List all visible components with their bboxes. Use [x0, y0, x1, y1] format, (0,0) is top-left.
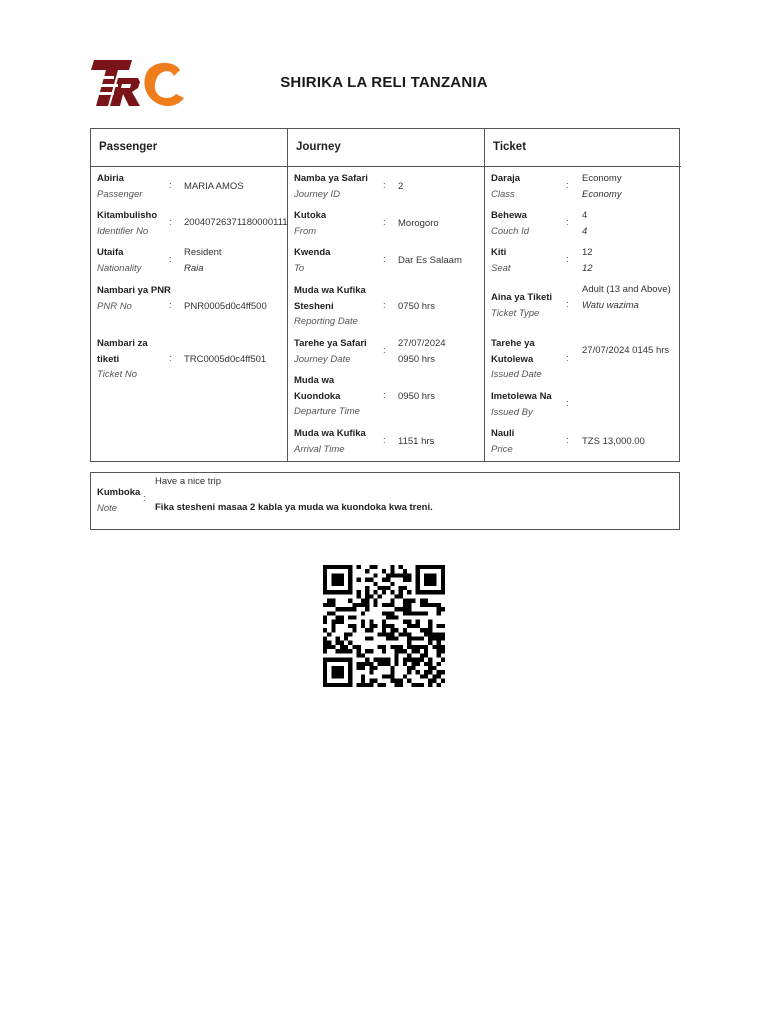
journey-column: Journey Namba ya Safari Journey ID : 2 Kutoka From : Morogoro Kwenda To : Dar Es Salaam Muda wa Kufika Stesheni Reporting Date : 0750 hrs Tarehe ya Safari Journey Date : 27/07/2024 0950 hrs Muda wa Kuondoka Departure Time : 0950 hrs Muda wa Kufika Arrival Time : 1151 hrs	[288, 129, 485, 461]
label-sw: Muda wa Kufika Stesheni	[294, 285, 366, 312]
nationality-value: Resident Raia	[184, 247, 222, 274]
label-en: PNR No	[97, 300, 132, 312]
class-value: Economy Economy	[582, 173, 622, 200]
label-en: Reporting Date	[294, 316, 358, 327]
couch-value: 4 4	[582, 210, 588, 237]
label-en: Passenger	[97, 188, 143, 200]
label-sw: Tarehe ya Safari	[294, 338, 367, 349]
departure-value: 0950 hrs	[398, 391, 435, 402]
ticket-column: Ticket Daraja Class : Economy Economy Behewa Couch Id : 4 4 Kiti Seat : 12 12 Aina ya Tiketi Ticket Type : Adult (13 and Above) Watu wazima Tarehe ya Kutolewa Issued Date : 27/07/2024 0145 hrs Imetolewa Na Issued By : Nauli Price : TZS 13,000.00	[485, 129, 681, 461]
label-sw: Nambari ya PNR	[97, 285, 171, 296]
label-en: Seat	[491, 262, 511, 274]
identifier-value: 20040726371180000111	[184, 217, 288, 228]
label-sw: Muda wa Kufika	[294, 428, 366, 439]
to-value: Dar Es Salaam	[398, 255, 462, 266]
label-sw: Abiria	[97, 173, 124, 184]
qr-code-icon	[323, 563, 445, 689]
label-sw: Behewa	[491, 210, 527, 221]
issued-date-value: 27/07/2024 0145 hrs	[582, 345, 670, 356]
label-sw: Imetolewa Na	[491, 391, 552, 402]
label-en: Class	[491, 188, 515, 200]
passenger-column: Passenger Abiria Passenger : MARIA AMOS Kitambulisho Identifier No : 20040726371180000111 Utaifa Nationality : Resident Raia Nambari ya PNR PNR No : PNR0005d0c4ff500 Nambari za tiketi Ticket No : TRC0005d0c4ff501	[91, 129, 288, 461]
label-sw: Kutoka	[294, 210, 327, 221]
from-value: Morogoro	[398, 218, 439, 229]
arrival-value: 1151 hrs	[398, 436, 435, 447]
label-sw: Tarehe ya Kutolewa	[491, 338, 535, 365]
ticket-details-table	[90, 128, 680, 462]
label-en: Departure Time	[294, 406, 360, 417]
label-sw: Kitambulisho	[97, 210, 158, 221]
label-en: Journey ID	[294, 188, 340, 200]
note-box: Kumboka Note : Have a nice trip Fika stesheni masaa 2 kabla ya muda wa kuondoka kwa treni.	[90, 472, 680, 530]
passenger-name-value: MARIA AMOS	[184, 181, 244, 192]
label-sw: Nauli	[491, 428, 515, 439]
label-en: Issued By	[491, 406, 533, 418]
label-en: Ticket Type	[491, 307, 540, 319]
label-en: Journey Date	[294, 353, 351, 365]
note-label: Kumboka Note	[97, 487, 141, 514]
note-greeting: Have a nice trip	[155, 476, 222, 487]
label-en: Price	[491, 443, 513, 455]
label-sw: Kiti	[491, 247, 507, 258]
label-en: Issued Date	[491, 369, 542, 380]
ticket-number-value: TRC0005d0c4ff501	[184, 354, 267, 365]
label-sw: Namba ya Safari	[294, 173, 368, 184]
label-en: Ticket No	[97, 369, 138, 380]
price-value: TZS 13,000.00	[582, 436, 645, 447]
seat-value: 12 12	[582, 247, 593, 274]
label-en: Arrival Time	[294, 443, 345, 455]
label-sw: Daraja	[491, 173, 521, 184]
note-instruction: Fika stesheni masaa 2 kabla ya muda wa kuondoka kwa treni.	[155, 502, 433, 513]
label-sw: Aina ya Tiketi	[491, 292, 553, 303]
label-sw: Nambari za tiketi	[97, 338, 148, 365]
label-sw: Utaifa	[97, 247, 124, 258]
ticket-type-value: Adult (13 and Above) Watu wazima	[582, 284, 671, 311]
journey-heading: Journey	[288, 129, 484, 167]
label-en: Nationality	[97, 262, 142, 274]
label-sw: Muda wa Kuondoka	[294, 375, 341, 402]
label-sw: Kwenda	[294, 247, 331, 258]
journey-date-value: 27/07/2024 0950 hrs	[398, 338, 446, 365]
label-en: Couch Id	[491, 225, 530, 237]
label-en: Identifier No	[97, 225, 149, 237]
reporting-value: 0750 hrs	[398, 301, 435, 312]
passenger-heading: Passenger	[91, 129, 287, 167]
journey-id-value: 2	[398, 181, 404, 192]
pnr-value: PNR0005d0c4ff500	[184, 301, 267, 312]
label-en: To	[294, 262, 305, 274]
label-en: From	[294, 225, 317, 237]
ticket-heading: Ticket	[485, 129, 681, 167]
page-title: SHIRIKA LA RELI TANZANIA	[280, 74, 488, 91]
